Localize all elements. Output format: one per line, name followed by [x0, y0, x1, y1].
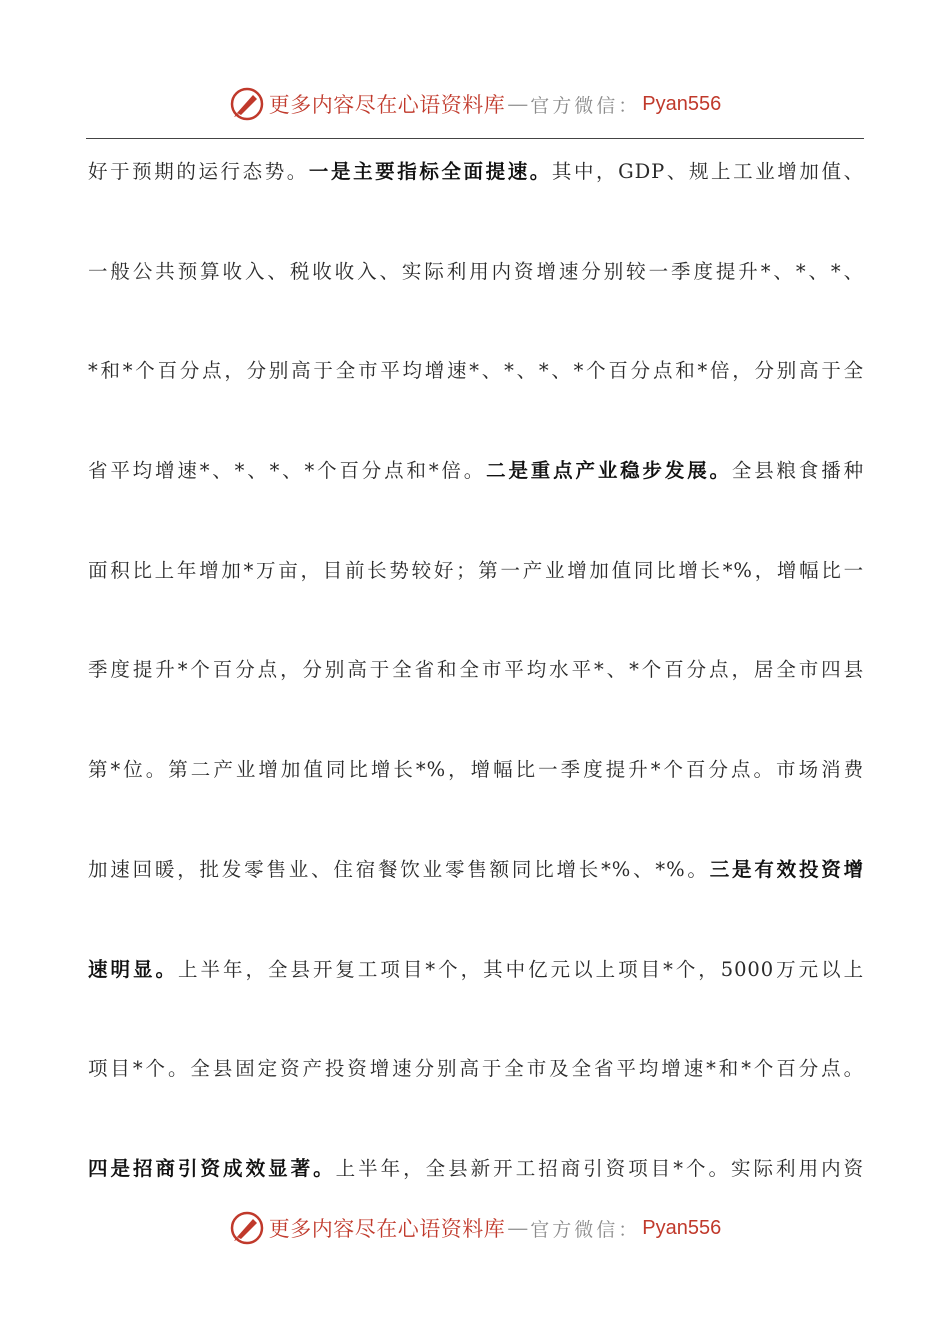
wechat-label: 官方微信： — [530, 94, 641, 117]
text-run: 省平均增速*、*、*、*个百分点和*倍。 — [88, 459, 487, 483]
text-run: 加速回暖，批发零售业、住宿餐饮业零售额同比增长*%、*%。 — [88, 857, 710, 881]
text-run: 第*位。第二产业增加值同比增长*%，增幅比一季度提升*个百分点。市场消费 — [88, 758, 864, 782]
text-run: 季度提升*个百分点，分别高于全省和全市平均水平*、*个百分点，居全市四县 — [88, 658, 864, 682]
wechat-label: 官方微信： — [530, 1218, 641, 1241]
bold-heading-run: 三是有效投资增 — [709, 857, 864, 881]
text-line — [88, 146, 864, 246]
header-rule — [86, 138, 864, 139]
text-run: 一般公共预算收入、税收收入、实际利用内资增速分别较一季度提升*、*、*、 — [88, 259, 864, 283]
brand-text: 更多内容尽在心语资料库 — [268, 1217, 506, 1241]
text-run: 上半年，全县新开工招商引资项目*个。实际利用内资 — [335, 1156, 864, 1180]
brand-dash: — — [507, 92, 529, 116]
bold-heading-run: 速明显。 — [88, 957, 178, 981]
header-banner — [0, 84, 950, 124]
text-line — [88, 644, 864, 744]
bold-heading-run: 二是重点产业稳步发展。 — [486, 459, 732, 483]
text-line — [88, 844, 864, 944]
document-body — [88, 146, 864, 1243]
text-run: 全县粮食播种 — [731, 459, 864, 483]
quill-pen-logo-icon — [229, 86, 265, 122]
text-run: 其中，GDP、规上工业增加值、 — [551, 160, 864, 183]
text-line — [88, 744, 864, 844]
bold-heading-run: 一是主要指标全面提速。 — [308, 160, 552, 183]
text-line — [88, 545, 864, 645]
text-run: 项目*个。全县固定资产投资增速分别高于全市及全省平均增速*和*个百分点。 — [88, 1057, 864, 1081]
quill-pen-logo-icon — [229, 1210, 265, 1246]
text-line — [88, 944, 864, 1044]
footer-banner — [0, 1208, 950, 1248]
text-line — [88, 445, 864, 545]
brand-dash: — — [507, 1216, 529, 1240]
wechat-id: Pyan556 — [642, 92, 722, 115]
text-run: 面积比上年增加*万亩，目前长势较好；第一产业增加值同比增长*%，增幅比一 — [88, 558, 864, 582]
bold-heading-run: 四是招商引资成效显著。 — [88, 1156, 336, 1180]
text-run: 好于预期的运行态势。 — [88, 160, 309, 183]
text-line — [88, 1043, 864, 1143]
wechat-id: Pyan556 — [642, 1216, 722, 1239]
text-line — [88, 246, 864, 346]
text-line — [88, 345, 864, 445]
text-run: *和*个百分点，分别高于全市平均增速*、*、*、*个百分点和*倍，分别高于全 — [88, 359, 864, 383]
text-run: 上半年，全县开复工项目*个，其中亿元以上项目*个，5000万元以上 — [177, 957, 864, 981]
brand-text: 更多内容尽在心语资料库 — [268, 93, 506, 117]
